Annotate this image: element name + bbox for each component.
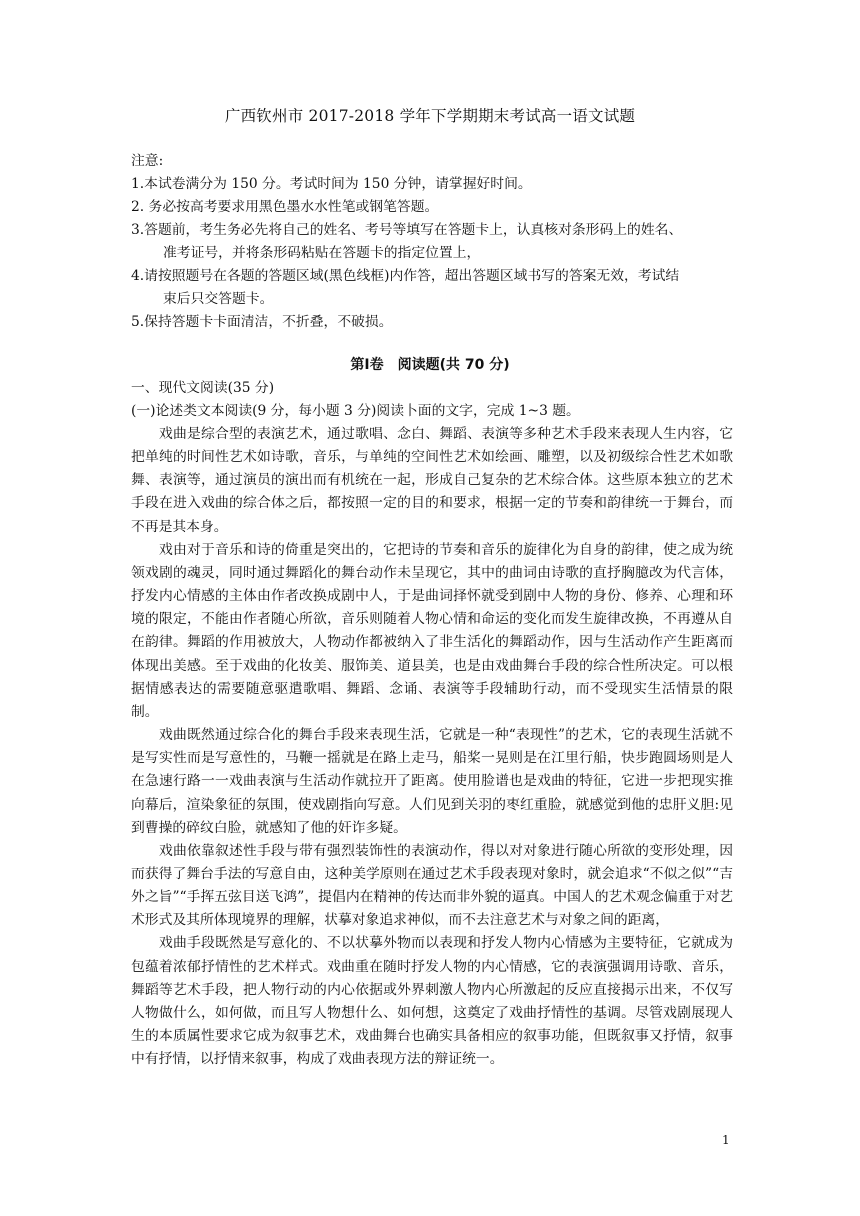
notice-heading: 注意: bbox=[131, 153, 164, 169]
passage-paragraph: 戏曲依靠叙述性手段与带有强烈装饰性的表演动作，得以对对象进行随心所欲的变形处理，因而获得了舞台手法的写意自由，这种美学原则在通过艺术手段表现对象时，就会追求“不似之似”“吉外之旨”“手挥五弦目送飞鸿”，提倡内在精神的传达而非外貌的逼真。中国人的艺术观念偏重于对艺术形式及其所体现境界的理解，状摹对象追求神似，而不去注意艺术与对象之间的距离， bbox=[131, 842, 733, 929]
notice-item: 2. 务必按高考要求用黑色墨水水性笔或钢笔答题。 bbox=[131, 199, 439, 215]
part-heading: 一、现代文阅读(35 分) bbox=[131, 380, 275, 396]
notice-item: 3.答题前，考生务必先将自己的姓名、考号等填写在答题卡上，认真核对条形码上的姓名、 bbox=[131, 222, 683, 238]
notice-item: 5.保持答题卡卡面清洁，不折叠，不破损。 bbox=[131, 314, 393, 330]
notice-block bbox=[131, 150, 733, 334]
passage-paragraph: 戏曲手段既然是写意化的、不以状摹外物而以表现和抒发人物内心情感为主要特征，它就成为包蕴着浓郁抒情性的艺术样式。戏曲重在随时抒发人物的内心情感，它的表演强调用诗歌、音乐，舞蹈等艺术手段，把人物行动的内心依据或外界刺激人物内心所激起的反应直接揭示出来，不仅写人物做什么，如何做，而且写人物想什么、如何想，这奠定了戏曲抒情性的基调。尽管戏剧展现人生的本质属性要求它成为叙事艺术，戏曲舞台也确实具备相应的叙事功能，但既叙事又抒情，叙事中有抒情，以抒情来叙事，构成了戏曲表现方法的辩证统一。 bbox=[131, 935, 733, 1068]
subpart-heading: (一)论述类文本阅读(9 分，每小题 3 分)阅读卜面的文字，完成 1~3 题。 bbox=[131, 403, 580, 419]
reading-passage bbox=[131, 423, 733, 1071]
reading-intro bbox=[131, 377, 733, 423]
passage-paragraph: 戏曲是综合型的表演艺术，通过歌唱、念白、舞蹈、表演等多种艺术手段来表现人生内容，它把单纯的时间性艺术如诗歌，音乐，与单纯的空间性艺术如绘画、雕塑，以及初级综合性艺术如歌舞、表演等，通过演员的演出而有机统在一起，形成自己复杂的艺术综合体。这些原本独立的艺术手段在进入戏曲的综合体之后，都按照一定的目的和要求，根据一定的节奏和韵律统一于舞台，而不再是其本身。 bbox=[131, 426, 733, 535]
notice-item: 4.请按照题号在各题的答题区域(黑色线框)内作答，超出答题区域书写的答案无效，考试结 bbox=[131, 268, 680, 284]
page-number: 1 bbox=[722, 1133, 730, 1147]
notice-item: 1.本试卷满分为 150 分。考试时间为 150 分钟，请掌握好时间。 bbox=[131, 176, 532, 192]
passage-paragraph: 戏由对于音乐和诗的倚重是突出的，它把诗的节奏和音乐的旋律化为自身的韵律，使之成为统领戏剧的魂灵，同时通过舞蹈化的舞台动作未呈现它，其中的曲词由诗歌的直抒胸臆改为代言体，抒发内心情感的主体由作者改换成剧中人，于是曲词择怀就受到剧中人物的身份、修养、心理和环境的限定，不能由作者随心所欲，音乐则随着人物心情和命运的变化而发生旋律改换，不再遵从自在韵律。舞蹈的作用被放大，人物动作都被纳入了非生活化的舞蹈动作，因与生活动作产生距离而体现出美感。至于戏曲的化妆美、服饰美、道县美，也是由戏曲舞台手段的综合性所决定。可以根据情感表达的需要随意驱遣歌唱、舞蹈、念诵、表演等手段辅助行动，而不受现实生活情景的限制。 bbox=[131, 541, 733, 720]
section-heading: 第Ⅰ卷 阅读题(共 70 分) bbox=[350, 357, 510, 373]
document-title: 广西钦州市 2017-2018 学年下学期期末考试高一语文试题 bbox=[224, 107, 636, 125]
notice-item-continued: 准考证号，并将条形码粘贴在答题卡的指定位置上， bbox=[163, 245, 481, 261]
passage-paragraph: 戏曲既然通过综合化的舞台手段来表现生活，它就是一种“表现性”的艺术，它的表现生活就不是写实性而是写意性的，马鞭一摇就是在路上走马，船桨一晃则是在江里行船，快步跑圆场则是人在急速行路一一戏曲表演与生活动作就拉开了距离。使用脸谱也是戏曲的特征，它进一步把现实推向幕后，渲染象征的氛围，使戏剧指向写意。人们见到关羽的枣红重脸，就感觉到他的忠肝义胆:见到曹操的碎纹白脸，就感知了他的奸诈多疑。 bbox=[131, 727, 733, 836]
notice-item-continued: 束后只交答题卡。 bbox=[163, 291, 274, 307]
